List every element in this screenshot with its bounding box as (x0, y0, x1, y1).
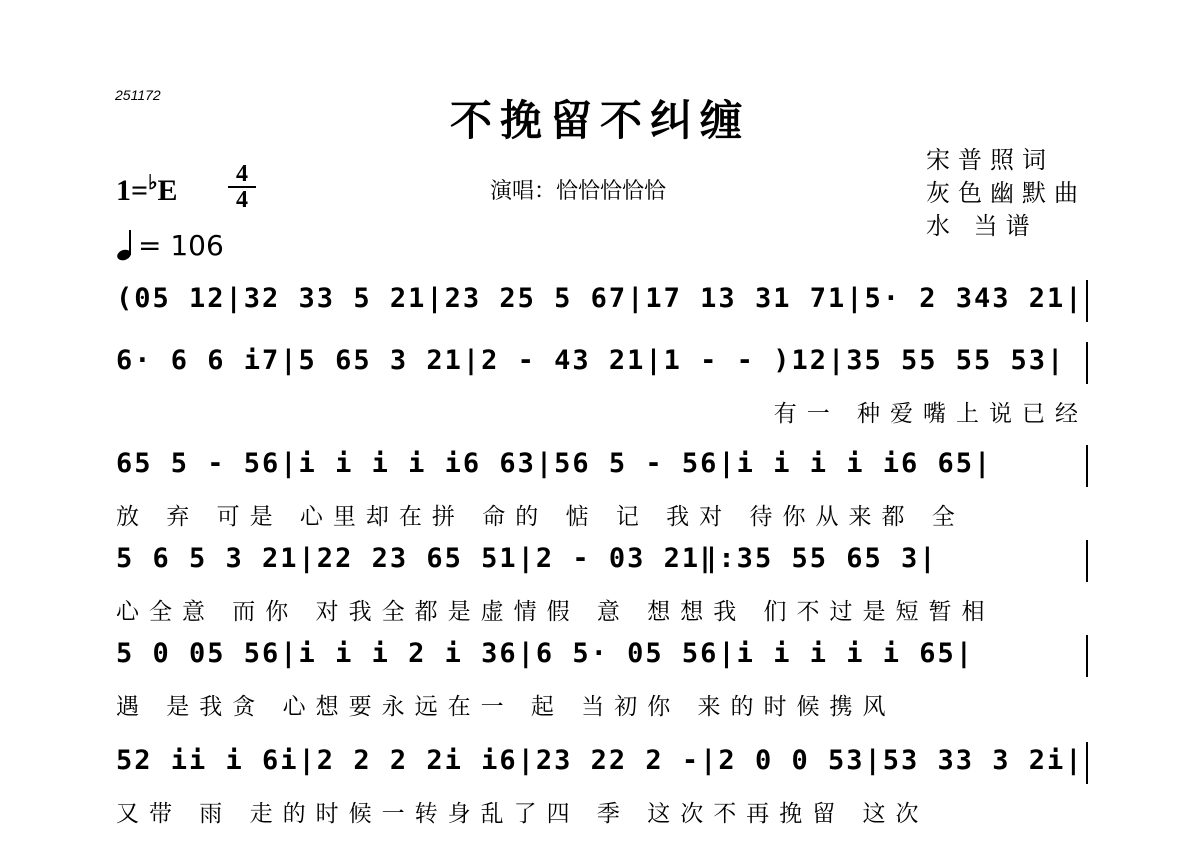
score-line-4: 5 6 5 3 21|22 23 65 51|2 - 03 21‖:35 55 65 3| (116, 543, 938, 574)
barline (1086, 742, 1088, 784)
score-line-3: 65 5 - 56|i i i i i6 63|56 5 - 56|i i i i i6 65| (116, 448, 993, 479)
song-title: 不挽留不纠缠 (449, 96, 750, 145)
tempo-value: = 106 (138, 229, 224, 262)
time-top: 4 (236, 161, 248, 187)
lyric-line-3: 放 弃 可是 心里却在拼 命的 惦 记 我对 待你从来都 全 (116, 504, 965, 530)
composer-credit: 灰色幽默曲 (926, 179, 1086, 207)
singer-credit: 演唱：恰恰恰恰恰 (490, 179, 667, 204)
tempo-marking (116, 228, 224, 262)
score-line-6: 52 ii i 6i|2 2 2 2i i6|23 22 2 -|2 0 0 53|53 33 3 2i| (116, 745, 1084, 776)
quarter-note-icon (116, 228, 138, 262)
score-line-5: 5 0 05 56|i i i 2 i 36|6 5· 05 56|i i i i i 65| (116, 638, 975, 669)
barline (1086, 445, 1088, 487)
score-line-2: 6· 6 6 i7|5 65 3 21|2 - 43 21|1 - - )12|35 55 55 53| (116, 345, 1066, 376)
score-id: 251172 (115, 87, 161, 103)
flat-sign: ♭ (148, 172, 158, 194)
lyric-line-2: 有一 种爱嘴上说已经 (773, 401, 1088, 427)
barline (1086, 635, 1088, 677)
barline (1086, 540, 1088, 582)
lyric-line-5: 遇 是我贪 心想要永远在一 起 当初你 来的时候携风 (116, 694, 896, 720)
barline (1086, 342, 1088, 384)
transcriber-credit: 水 当谱 (926, 212, 1038, 240)
lyric-line-6: 又带 雨 走的时候一转身乱了四 季 这次不再挽留 这次 (116, 801, 929, 827)
lyric-line-4: 心全意 而你 对我全都是虚情假 意 想想我 们不过是短暂相 (116, 599, 995, 625)
barline (1086, 280, 1088, 322)
key-signature (116, 170, 178, 208)
time-signature (228, 163, 256, 211)
score-line-1: (05 12|32 33 5 21|23 25 5 67|17 13 31 71|5· 2 343 21| (116, 283, 1084, 314)
time-bottom: 4 (236, 187, 248, 213)
key-letter: E (157, 174, 178, 207)
key-prefix: 1= (116, 174, 149, 207)
lyricist-credit: 宋普照词 (926, 146, 1054, 174)
